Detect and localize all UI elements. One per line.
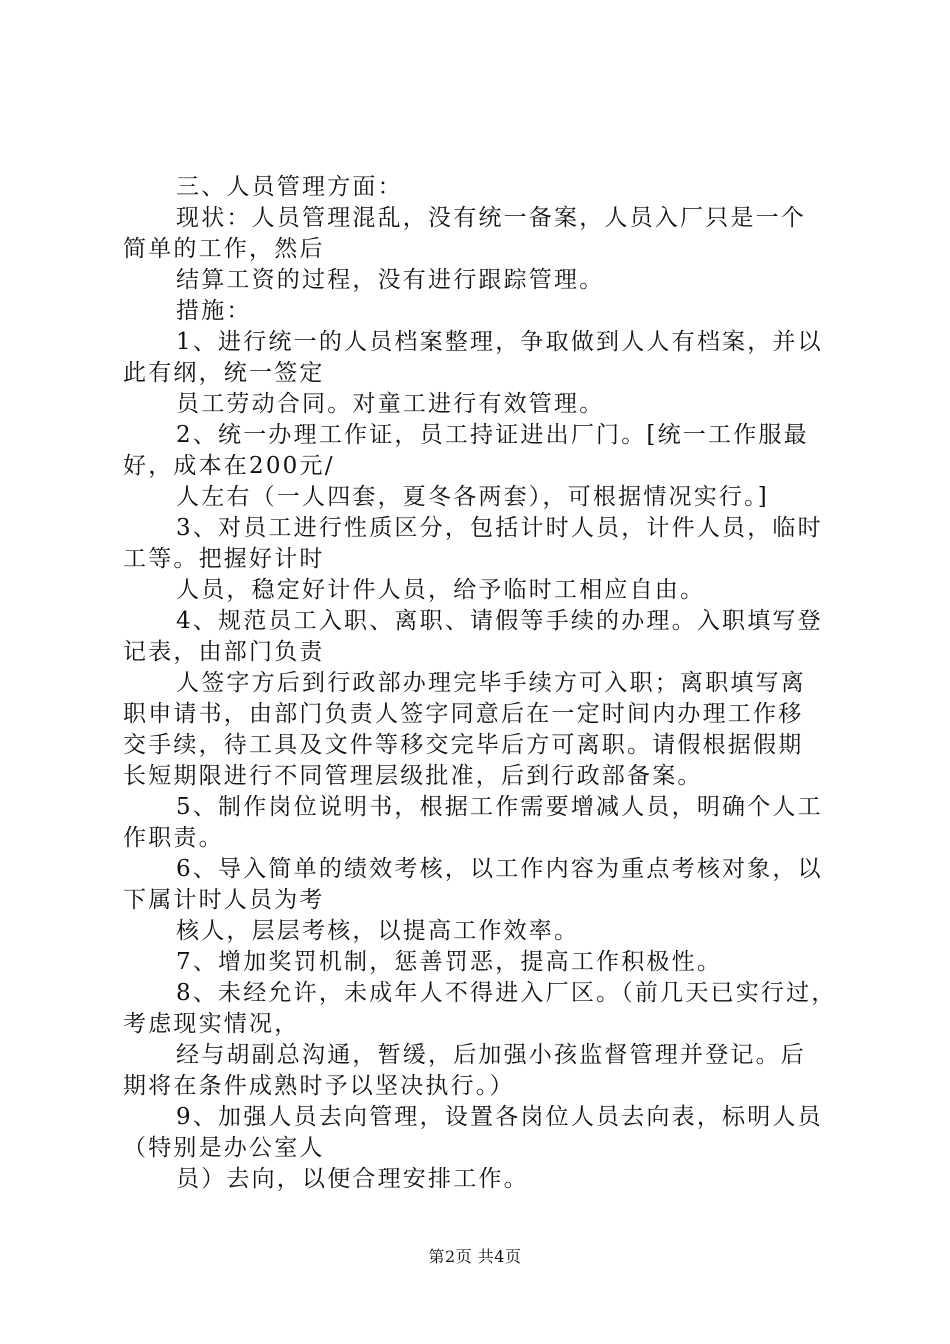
- text-line: 5、制作岗位说明书，根据工作需要增减人员，明确个人工: [176, 794, 823, 820]
- text-line: 好，成本在200元/: [123, 453, 335, 479]
- text-line: 现状：人员管理混乱，没有统一备案，人员入厂只是一个: [176, 205, 806, 231]
- text-line: 3、对员工进行性质区分，包括计时人员，计件人员，临时: [176, 515, 823, 541]
- text-line: 核人，层层考核，以提高工作效率。: [176, 918, 580, 944]
- text-line: 人左右（一人四套，夏冬各两套），可根据情况实行。]: [176, 484, 769, 510]
- text-line: 6、导入简单的绩效考核，以工作内容为重点考核对象，以: [176, 856, 823, 882]
- document-body: [123, 172, 835, 1195]
- text-line: 结算工资的过程，没有进行跟踪管理。: [176, 267, 605, 293]
- text-line: 考虑现实情况，: [123, 1011, 300, 1037]
- text-line: 交手续，待工具及文件等移交完毕后方可离职。请假根据假期: [123, 732, 804, 758]
- text-line: 7、增加奖罚机制，惩善罚恶，提高工作积极性。: [176, 949, 723, 975]
- text-line: 工等。把握好计时: [123, 546, 325, 572]
- text-line: 员工劳动合同。对童工进行有效管理。: [176, 391, 605, 417]
- text-line: 员）去向，以便合理安排工作。: [176, 1166, 529, 1192]
- text-line: 下属计时人员为考: [123, 887, 325, 913]
- text-line: 职申请书，由部门负责人签字同意后在一定时间内办理工作移: [123, 701, 804, 727]
- text-line: 作职责。: [123, 825, 224, 851]
- text-line: 此有纲，统一签定: [123, 360, 325, 386]
- text-line: 人员，稳定好计件人员，给予临时工相应自由。: [176, 577, 706, 603]
- text-line: 4、规范员工入职、离职、请假等手续的办理。入职填写登: [176, 608, 823, 634]
- text-line: 三、人员管理方面：: [176, 174, 403, 200]
- page-footer: 第2页 共4页: [428, 1247, 522, 1266]
- text-line: 9、加强人员去向管理，设置各岗位人员去向表，标明人员: [176, 1104, 823, 1130]
- text-line: 期将在条件成熟时予以坚决执行。）: [123, 1073, 515, 1099]
- text-line: （特别是办公室人: [123, 1135, 325, 1161]
- text-line: 简单的工作，然后: [123, 236, 325, 262]
- text-line: 措施：: [176, 298, 252, 324]
- text-line: 长短期限进行不同管理层级批准，后到行政部备案。: [123, 763, 703, 789]
- text-line: 1、进行统一的人员档案整理，争取做到人人有档案，并以: [176, 329, 823, 355]
- text-line: 8、未经允许，未成年人不得进入厂区。（前几天已实行过，: [176, 980, 837, 1006]
- text-line: 经与胡副总沟通，暂缓，后加强小孩监督管理并登记。后: [176, 1042, 806, 1068]
- text-line: 人签字方后到行政部办理完毕手续方可入职；离职填写离: [176, 670, 806, 696]
- text-line: 2、统一办理工作证，员工持证进出厂门。[统一工作服最: [176, 422, 809, 448]
- text-line: 记表，由部门负责: [123, 639, 325, 665]
